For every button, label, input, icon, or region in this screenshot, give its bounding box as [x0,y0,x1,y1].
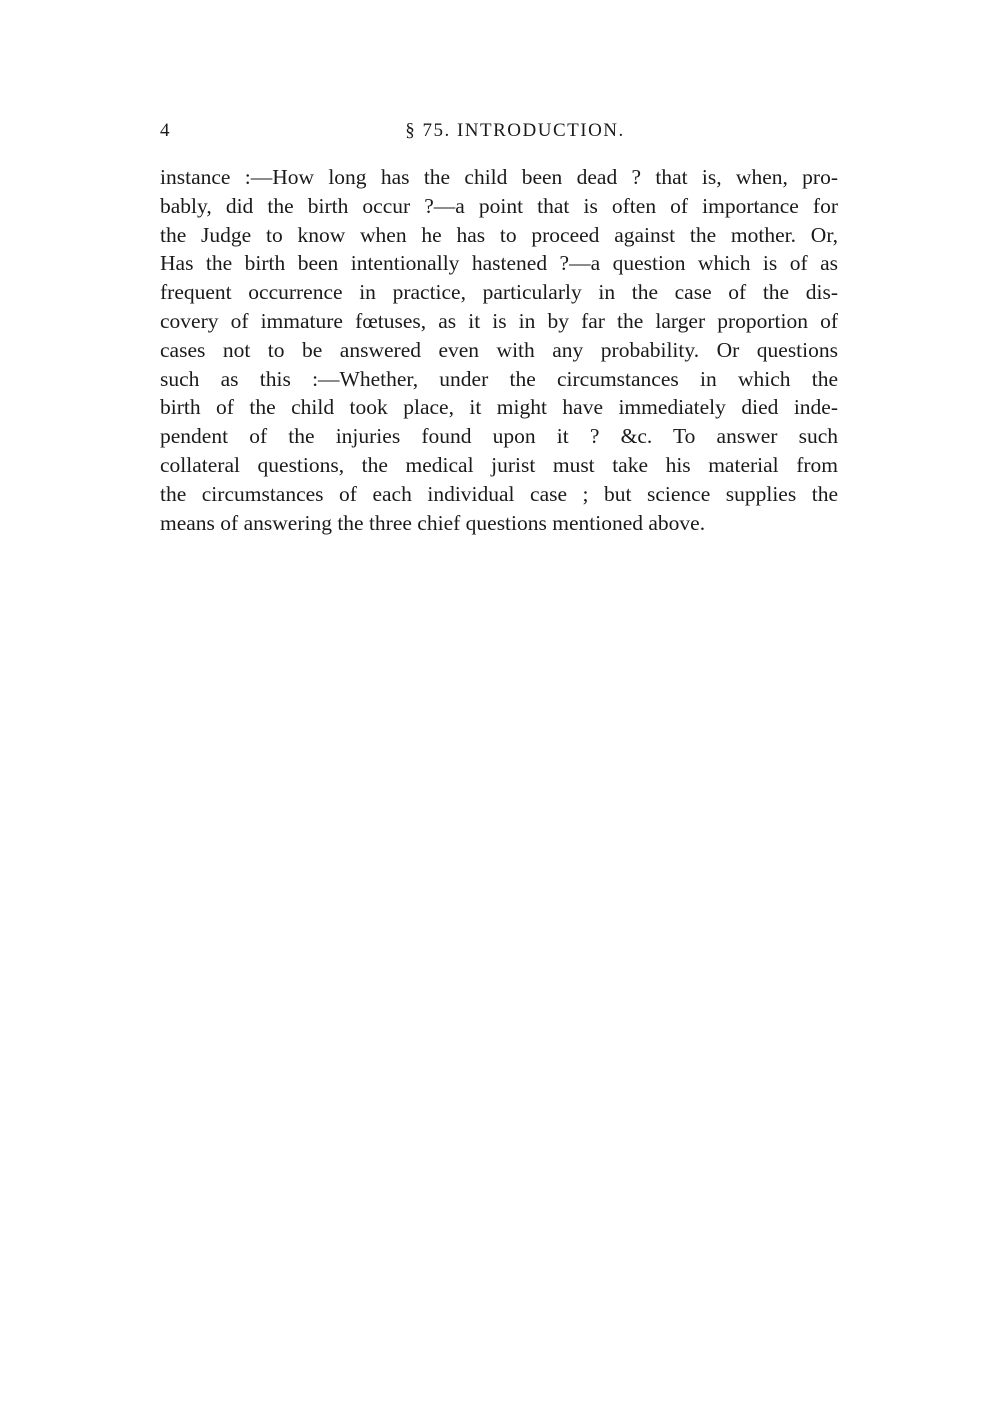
text-line: collateral questions, the medical jurist must take his material from [160,452,838,477]
body-paragraph [160,163,838,537]
text-line: covery of immature fœtuses, as it is in by far the larger proportion of [160,308,838,333]
text-line: such as this :—Whether, under the circumstances in which the [160,366,838,391]
running-head [160,120,840,148]
text-line: means of answering the three chief questions mentioned above. [160,510,706,535]
text-line: bably, did the birth occur ?—a point that is often of importance for [160,193,838,218]
text-line: birth of the child took place, it might have immediately died inde- [160,395,838,420]
page-number: 4 [160,120,170,141]
text-line: cases not to be answered even with any probability. Or questions [160,337,838,362]
text-line: instance :—How long has the child been dead ? that is, when, pro- [160,165,838,189]
running-title: § 75. INTRODUCTION. [405,120,625,141]
text-line: Has the birth been intentionally hastened ?—a question which is of as [160,251,838,276]
text-line: the Judge to know when he has to proceed against the mother. Or, [160,222,838,247]
text-line: frequent occurrence in practice, particularly in the case of the dis- [160,280,838,305]
text-line: pendent of the injuries found upon it ? &c. To answer such [160,424,838,449]
text-line: the circumstances of each individual case ; but science supplies the [160,481,838,506]
